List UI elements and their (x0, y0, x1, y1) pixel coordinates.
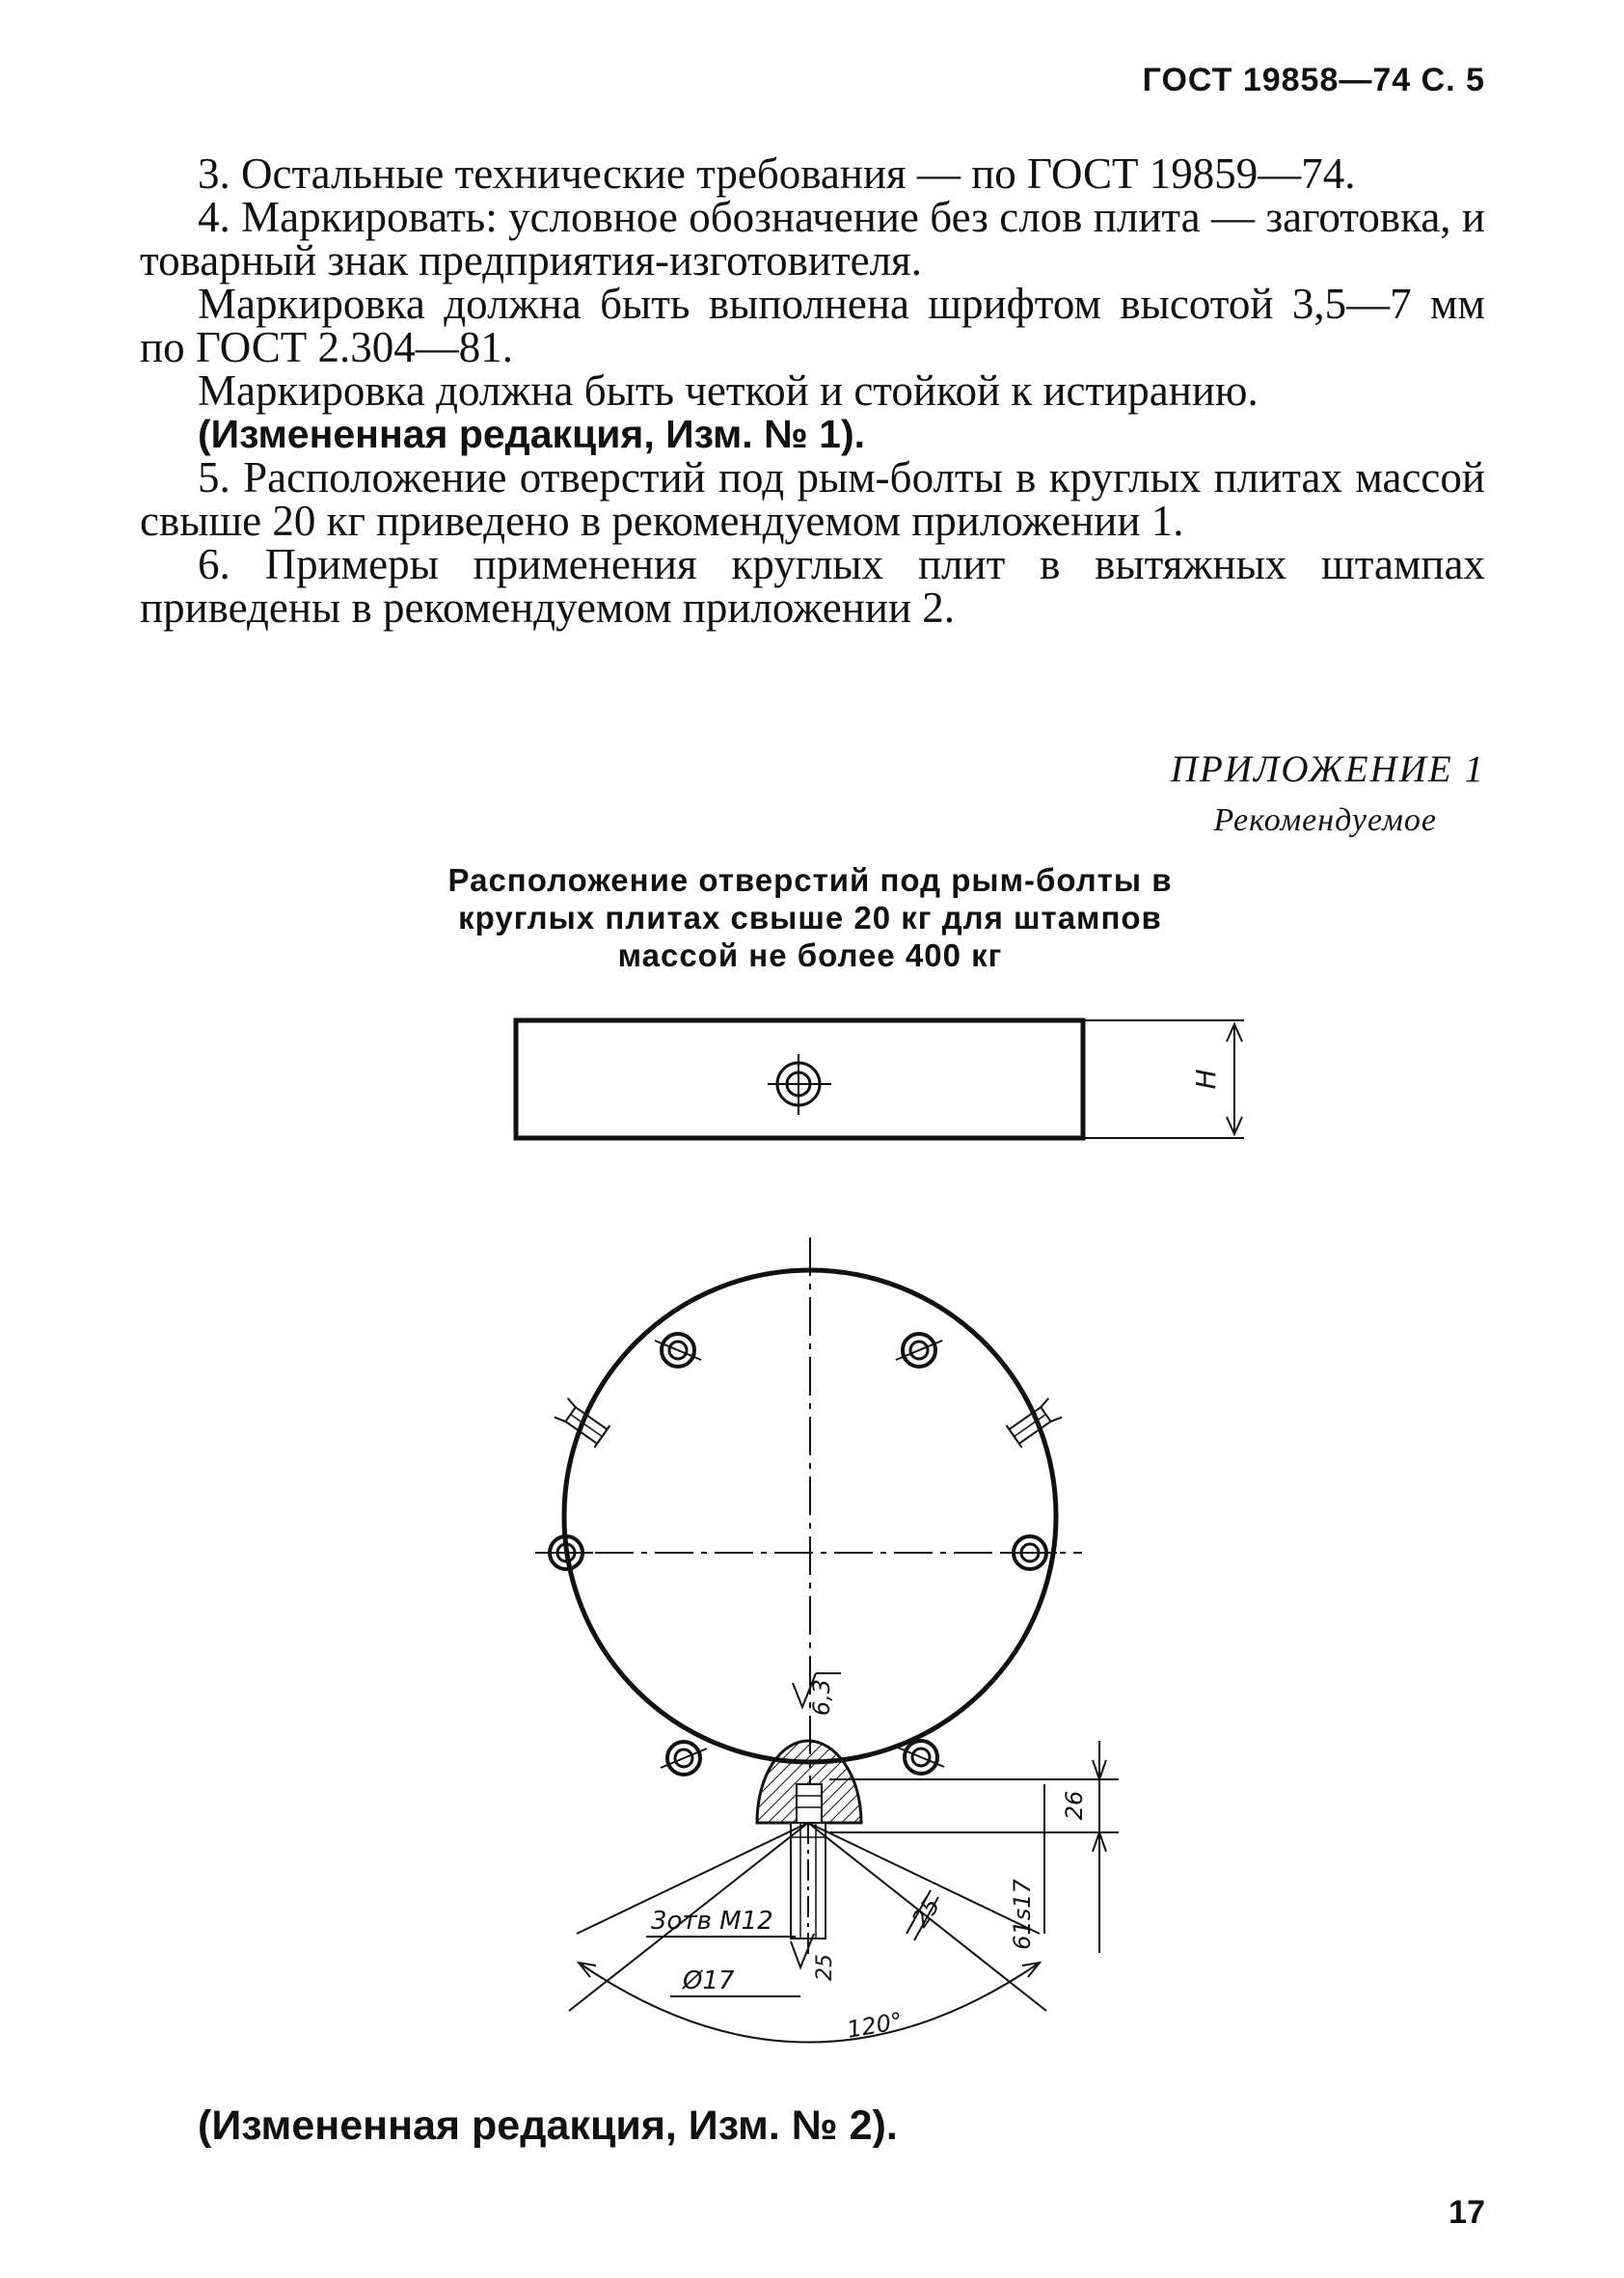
page-number: 17 (1448, 2194, 1485, 2231)
caption-line: круглых плитах свыше 20 кг для штампов (458, 900, 1162, 936)
paragraph-item-5: 5. Расположение отверстий под рым-болты в круглых плитах массой свыше 20 кг приведено в рекомендуемом приложении 1. (140, 453, 1485, 545)
roughness-top-label: 6,3 (808, 1678, 835, 1717)
caption-line: массой не более 400 кг (617, 937, 1003, 973)
dimension-26: 26 (1061, 1790, 1088, 1821)
paragraph-marking-font: Маркировка должна быть выполнена шрифтом высотой 3,5—7 мм по ГОСТ 2.304—81. (140, 280, 1485, 371)
roughness-symbol-top (793, 1673, 841, 1716)
amendment-note-2: (Измененная редакция, Изм. № 2). (198, 2102, 898, 2149)
roughness-25-label: 25 (813, 1954, 837, 1981)
dimension-25-right: 25 (906, 1892, 946, 1933)
height-label: H (1190, 1069, 1222, 1090)
appendix-subtitle: Рекомендуемое (1213, 802, 1437, 838)
dimension-61: 61s17 (1009, 1879, 1036, 1950)
page-header: ГОСТ 19858—74 С. 5 (1142, 62, 1485, 98)
appendix-title: ПРИЛОЖЕНИЕ 1 (1170, 748, 1485, 790)
caption-line: Расположение отверстий под рым-болты в (447, 862, 1173, 898)
bolt-hole (661, 1742, 707, 1775)
threaded-hole-right (1007, 1397, 1064, 1448)
bolt-hole (655, 1334, 701, 1367)
threaded-hole-left (554, 1397, 610, 1448)
paragraph-item-3: 3. Остальные технические требования — по ГОСТ 19859—74. (198, 149, 1356, 198)
holes-label: 3отв М12 (651, 1907, 773, 1936)
amendment-note-1: (Измененная редакция, Изм. № 1). (198, 412, 866, 456)
plan-view (535, 1237, 1119, 2044)
dimensions-right (829, 1741, 1119, 1953)
side-view (516, 1020, 1244, 1138)
bolt-hole (898, 1741, 944, 1774)
paragraph-item-4: 4. Маркировать: условное обозначение без слов плита — заготовка, и товарный знак предприятия-изготовителя. (140, 193, 1485, 285)
paragraph-marking-quality: Маркировка должна быть четкой и стойкой к истиранию. (198, 366, 1259, 415)
paragraph-item-6: 6. Примеры применения круглых плит в вытяжных штампах приведены в рекомендуемом приложении 2. (140, 540, 1485, 632)
diameter-label: Ø17 (683, 1966, 735, 1995)
angle-label: 120° (845, 2007, 905, 2044)
bolt-hole (896, 1334, 942, 1367)
